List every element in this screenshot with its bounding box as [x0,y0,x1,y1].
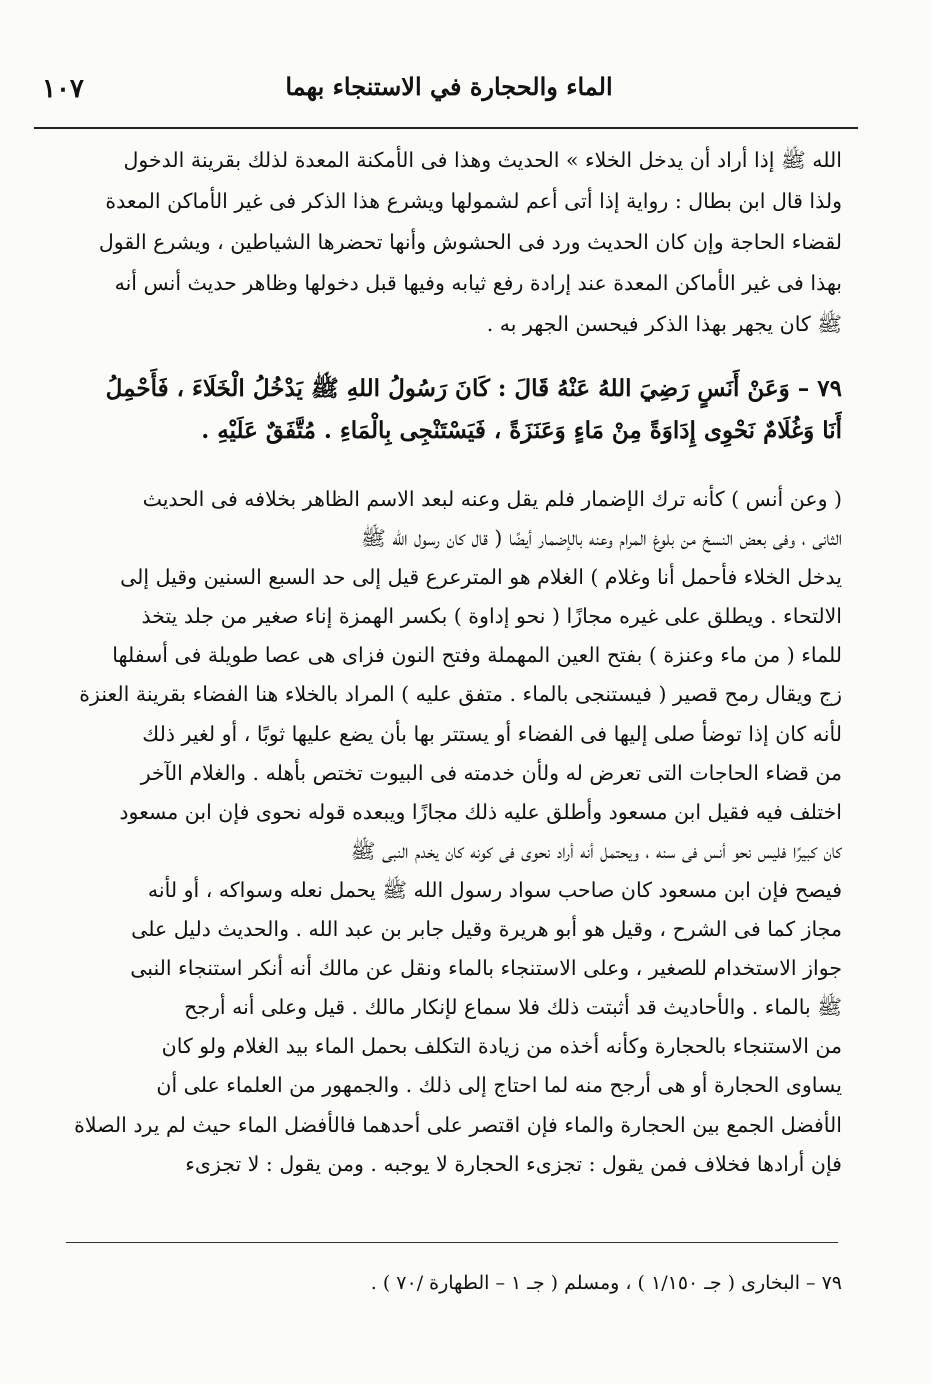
text-line: زج ويقال رمح قصير ( فيستنجى بالماء . متفق عليه ) المراد بالخلاء هنا الفضاء بقرينة العنزة [79,682,842,707]
page-header [40,70,858,114]
footnote: ٧٩ – البخارى ( جـ ١/١٥٠ ) ، ومسلم ( جـ ١ – الطهارة /٧٠ ) . [370,1272,842,1294]
commentary-paragraph-1 [42,140,842,345]
text-line: فيصح فإن ابن مسعود كان صاحب سواد رسول الله ﷺ يحمل نعله وسواكه ، أو لأنه [147,877,842,902]
running-title: الماء والحجارة في الاستنجاء بهما [285,72,613,101]
text-line: من الاستنجاء بالحجارة وكأنه أخذه من زيادة التكلف بحمل الماء بيد الغلام ولو كان [161,1034,842,1059]
text-line: الأفضل الجمع بين الحجارة والماء فإن اقتصر على أحدهما فالأفضل الماء حيث لم يرد الصلاة [74,1112,842,1137]
text-line: الالتحاء . ويطلق على غيره مجازًا ( نحو إداوة ) بكسر الهمزة إناء صغير من جلد يتخذ [141,604,842,629]
text-line: بهذا فى غير الأماكن المعدة عند إرادة رفع ثيابه وفيها قبل دخولها وظاهر حديث أنس أنه [114,271,842,295]
text-line: جواز الاستخدام للصغير ، وعلى الاستنجاء بالماء ونقل عن مالك أنه أنكر استنجاء النبى [130,956,842,981]
footnote-rule [66,1242,838,1243]
text-line: ﷺ كان يجهر بهذا الذكر فيحسن الجهر به . [486,312,842,336]
text-line: الثانى ، وفى بعض النسخ من بلوغ المرام وعنه بالإضمار أيضًا ( قال كان رسول الله ﷺ [360,526,842,551]
text-line: يدخل الخلاء فأحمل أنا وغلام ) الغلام هو المترعرع قيل إلى حد السبع السنين وقيل إلى [120,565,842,590]
text-line: فإن أرادها فخلاف فمن يقول : تجزىء الحجارة لا يوجبه . ومن يقول : لا تجزىء [185,1151,842,1176]
text-line: من قضاء الحاجات التى تعرض له ولأن خدمته فى البيوت تختص بأهله . والغلام الآخر [140,760,842,785]
text-line: كان كبيرًا فليس نحو أنس فى سنه ، ويحتمل أنه أراد نحوى فى كونه كان يخدم النبى ﷺ [350,838,842,863]
text-line: لأنه كان إذا توضأ صلى إليها فى الفضاء أو يستتر بها بأن يضع عليها ثوبًا ، أو لغير ذلك [142,721,842,746]
text-line: للماء ( من ماء وعنزة ) بفتح العين المهملة وفتح النون فزاى هى عصا طويلة فى أسفلها [112,643,842,668]
text-line: يساوى الحجارة أو هى أرجح منه لما احتاج إلى ذلك . والجمهور من العلماء على أن [156,1073,842,1098]
page-number: ١٠٧ [42,74,84,104]
hadith-text [42,368,842,452]
text-line: اختلف فيه فقيل ابن مسعود وأطلق عليه ذلك مجازًا ويبعده قوله نحوى فإن ابن مسعود [119,799,842,824]
text-line: مجاز كما فى الشرح ، وقيل هو أبو هريرة وقيل جابر بن عبد الله . والحديث دليل على [131,917,842,942]
hadith-line: ٧٩ – وَعَنْ أَنَسٍ رَضِيَ اللهُ عَنْهُ قَالَ : كَانَ رَسُولُ اللهِ ﷺ يَدْخُلُ الْخَلَاءَ ، فَأَحْمِلُ [105,375,842,402]
text-line: ( وعن أنس ) كأنه ترك الإضمار فلم يقل وعنه لبعد الاسم الظاهر بخلافه فى الحديث [142,487,842,511]
text-line: الله ﷺ إذا أراد أن يدخل الخلاء » الحديث وهذا فى الأمكنة المعدة لذلك بقرينة الدخول [123,148,842,172]
text-line: ﷺ بالماء . والأحاديث قد أثبتت ذلك فلا سماع لإنكار مالك . قيل وعلى أنه أرجح [184,995,842,1020]
commentary-paragraph-2 [42,480,842,1184]
text-line: لقضاء الحاجة وإن كان الحديث ورد فى الحشوش وأنها تحضرها الشياطين ، ويشرع القول [98,230,842,254]
text-line: ولذا قال ابن بطال : رواية إذا أتى أعم لشمولها ويشرع هذا الذكر فى غير الأماكن المعدة [105,189,842,213]
header-rule [34,127,858,129]
hadith-line: أَنَا وَغُلَامٌ نَحْوِى إِدَاوَةً مِنْ مَاءٍ وَعَنَزَةً ، فَيَسْتَنْجِى بِالْمَاءِ . مُتَّفَقٌ عَلَيْهِ . [201,417,842,444]
